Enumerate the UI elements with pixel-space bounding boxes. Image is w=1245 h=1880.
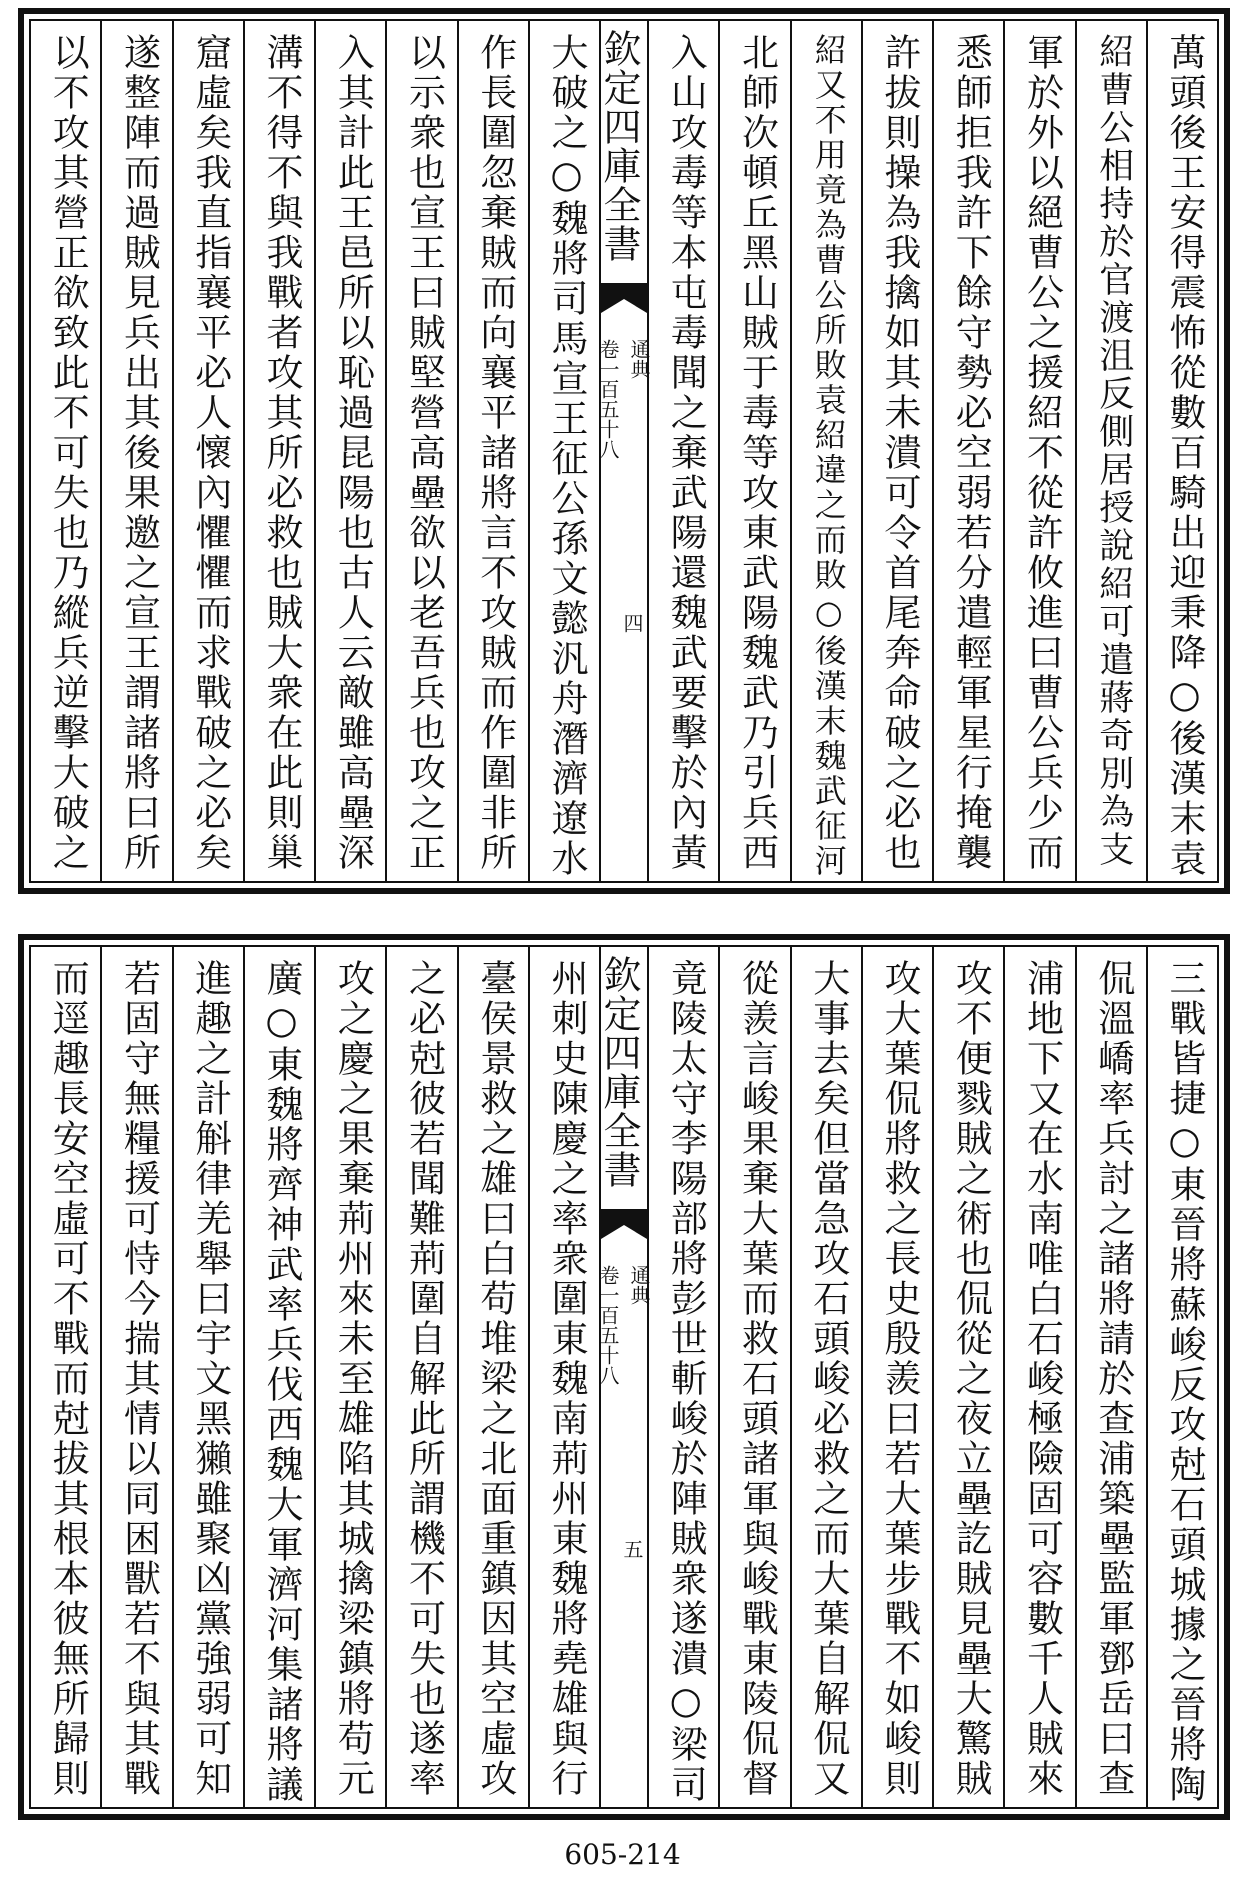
text-column	[647, 21, 718, 881]
column-text: 若固守無糧援可恃今揣其情以同困獸若不與其戰	[117, 959, 161, 1799]
bottom-page-columns	[31, 947, 1217, 1807]
gutter-source	[596, 1265, 651, 1385]
top-page	[18, 8, 1230, 894]
column-text: 軍於外以絕曹公之援紹不從許攸進曰曹公兵少而	[1020, 33, 1064, 873]
text-column	[528, 21, 599, 881]
fish-tail-mark	[601, 1209, 647, 1249]
column-text: 以不攻其營正欲致此不可失也乃縱兵逆擊大破之	[46, 33, 90, 873]
text-column	[100, 947, 171, 1807]
column-text: 州刺史陳慶之率衆圍東魏南荊州東魏將堯雄與行	[545, 959, 588, 1799]
text-column	[1075, 947, 1146, 1807]
column-text: 臺侯景救之雄曰白苟堆梁之北面重鎮因其空虛攻	[473, 959, 517, 1799]
folio-number: 五	[620, 1539, 644, 1559]
text-column	[100, 21, 171, 881]
column-text: 進趣之計斛律羌舉曰宇文黑獺雖聚凶黨強弱可知	[188, 959, 232, 1799]
column-text: 悉師拒我許下餘守勢必空弱若分遣輕軍星行掩襲	[949, 33, 993, 873]
source-title: 通典	[627, 339, 651, 379]
column-text: 作長圍忽棄賊而向襄平諸將言不攻賊而作圍非所	[473, 33, 517, 873]
folio-number: 四	[620, 613, 644, 633]
column-text: 紹曹公相持於官渡沮反側居授說紹可遣蔣奇別為支	[1093, 33, 1134, 869]
column-text: 大事去矣但當急攻石頭峻必救之而大葉自解侃又	[806, 959, 850, 1799]
text-column	[861, 21, 932, 881]
column-text: 之必尅彼若聞難荊圍自解此所謂機不可失也遂率	[402, 959, 446, 1799]
text-column	[31, 21, 100, 881]
gutter-source	[596, 339, 651, 459]
column-text: 攻之慶之果棄荊州來未至雄陷其城擒梁鎮將苟元	[331, 959, 375, 1799]
column-text: 攻不便戮賊之術也侃從之夜立壘訖賊見壘大驚賊	[949, 959, 993, 1799]
text-column	[718, 21, 789, 881]
text-column	[457, 947, 528, 1807]
column-text: 窟虛矣我直指襄平必人懷內懼懼而求戰破之必矣	[188, 33, 232, 873]
text-column	[314, 21, 385, 881]
fish-tail-mark	[601, 283, 647, 323]
bottom-page	[18, 934, 1230, 1820]
column-text: 竟陵太守李陽部將彭世斬峻於陣賊衆遂潰○梁司	[664, 959, 708, 1805]
text-column	[932, 947, 1003, 1807]
center-gutter	[596, 21, 651, 881]
text-column	[172, 947, 243, 1807]
column-text: 溝不得不與我戰者攻其所必救也賊大衆在此則巢	[260, 33, 303, 873]
text-column	[790, 21, 861, 881]
text-column	[385, 947, 456, 1807]
column-text: 浦地下又在水南唯白石峻極險固可容數千人賊來	[1020, 959, 1064, 1799]
text-column	[1003, 947, 1074, 1807]
text-column	[528, 947, 599, 1807]
top-page-columns	[31, 21, 1217, 881]
page-footer-number: 605-214	[564, 1838, 681, 1871]
volume-label: 卷一百五十八	[596, 339, 620, 459]
text-column	[1003, 21, 1074, 881]
text-column	[243, 947, 314, 1807]
column-text: 入山攻毒等本屯毒聞之棄武陽還魏武要擊於內黃	[664, 33, 708, 873]
column-text: 入其計此王邑所以恥過昆陽也古人云敵雖高壘深	[331, 33, 375, 873]
column-text: 以示衆也宣王曰賊堅營高壘欲以老吾兵也攻之正	[402, 33, 446, 873]
text-column	[314, 947, 385, 1807]
column-text: 遂整陣而過賊見兵出其後果邀之宣王謂諸將曰所	[117, 33, 161, 873]
column-text: 三戰皆捷○東晉將蘇峻反攻尅石頭城據之晉將陶	[1163, 959, 1206, 1805]
gutter-title: 欽定四庫全書	[597, 29, 641, 263]
column-text: 萬頭後王安得震怖從數百騎出迎秉降○後漢末袁	[1163, 33, 1206, 879]
text-column	[718, 947, 789, 1807]
text-column	[1146, 21, 1217, 881]
text-column	[172, 21, 243, 881]
column-text: 北師次頓丘黑山賊于毒等攻東武陽魏武乃引兵西	[735, 33, 779, 873]
gutter-title: 欽定四庫全書	[597, 955, 641, 1189]
column-text: 從羨言峻果棄大葉而救石頭諸軍與峻戰東陵侃督	[735, 959, 779, 1799]
source-title: 通典	[627, 1265, 651, 1305]
text-column	[1075, 21, 1146, 881]
text-column	[243, 21, 314, 881]
volume-label: 卷一百五十八	[596, 1265, 620, 1385]
text-column	[1146, 947, 1217, 1807]
bottom-page-frame	[29, 945, 1219, 1809]
text-column	[647, 947, 718, 1807]
column-text: 廣○東魏將齊神武率兵伐西魏大軍濟河集諸將議	[260, 959, 303, 1805]
column-text: 大破之○魏將司馬宣王征公孫文懿汎舟潛濟遼水	[545, 33, 588, 879]
column-text: 而逕趣長安空虛可不戰而尅拔其根本彼無所歸則	[46, 959, 90, 1799]
text-column	[457, 21, 528, 881]
column-text: 紹又不用竟為曹公所敗袁紹違之而敗○後漢末魏武征河	[809, 33, 848, 879]
column-text: 侃溫嶠率兵討之諸將請於查浦築壘監軍鄧岳曰查	[1091, 959, 1135, 1799]
text-column	[790, 947, 861, 1807]
center-gutter	[596, 947, 651, 1807]
top-page-frame	[29, 19, 1219, 883]
text-column	[31, 947, 100, 1807]
text-column	[932, 21, 1003, 881]
text-column	[861, 947, 932, 1807]
column-text: 攻大葉侃將救之長史殷羨曰若大葉步戰不如峻則	[878, 959, 921, 1799]
column-text: 許拔則操為我擒如其未潰可令首尾奔命破之必也	[878, 33, 921, 873]
text-column	[385, 21, 456, 881]
